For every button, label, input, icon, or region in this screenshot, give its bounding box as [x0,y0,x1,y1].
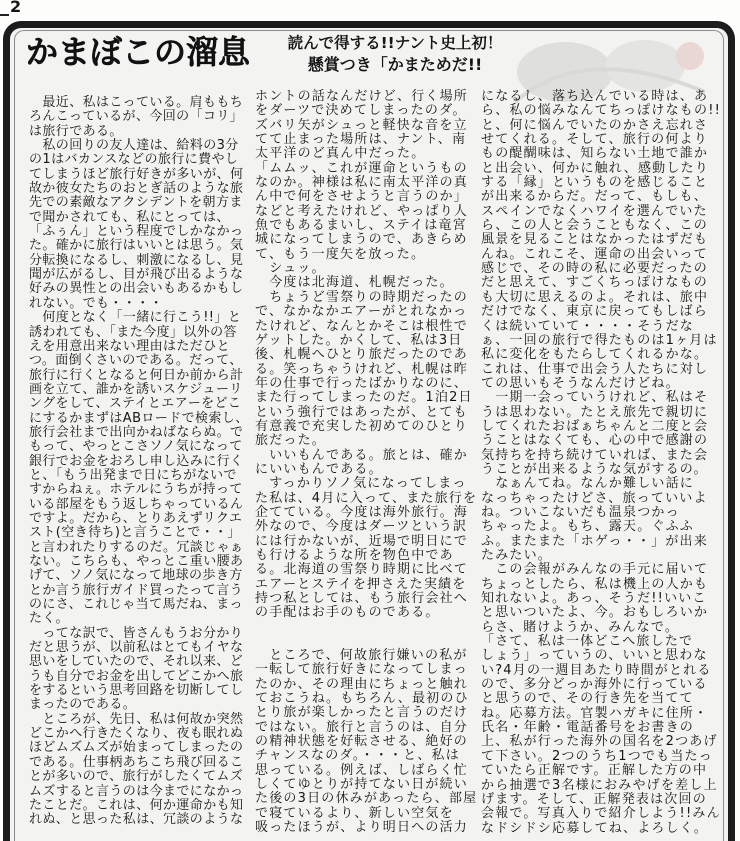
article-paragraph: いいもんである。旅とは、確か にいいもんである。 [255,447,469,477]
article-paragraph: ちょうど雪祭りの時期だったの で、なかなかエアーがとれなかっ たけれど、なんとかそこは根性で ゲットした。かくして、私は3日 後、札幌へひとり旅だったのであ る。笑っちゃうけれど、札幌は昨 年の仕事で行ったばかりなのに、 また行ってしまったのだ。1泊2日 という強行ではあったが、とても 有意義で充実した初めてのひとり 旅だった。 [255,289,473,449]
article-paragraph: すっかりソノ気になってしまっ た私は、4月に入って、また旅行を 企てている。今度は海外旅行。海 外なので、今度はダーツという訳 には行かないが、近場で明日にで も行けるような所を物色中であ る。北海道の雪祭り時期に比べて エアーとステイを押さえた実績を 持つ私としては、もう旅行会社へ の手配はお手のものである。 [255,476,478,621]
article-paragraph: 今度は北海道、札幌だった。 [255,275,454,291]
article-paragraph: 何度となく「一緒に行こう!!」と 誘われても、「また今度」以外の答 えを用意出来ない理由はただひと つ。面倒くさいのである。だって、 旅行に行くとなると何日か前から計 画を立て、誰かを誘いスケジューリ ングをして、ステイとエアーをどこ にするかまずはABロードで検索し、 旅行会社まで出向かねばならぬ。で もって、やっとこさソノ気になって 銀行でお金をおろし申し込みに行く と、「もう出発まで日にちがないで すからねぇ。ホテルにうちが持って いる部屋をもう返しちゃっているん ですよ。だから、とりあえずリクエ スト(空き待ち)と言うことで・・」 と言われたりするのだ。冗談じゃぁ ない。こちらも、やっとこ重い腰あ げて、ソノ気になって地球の歩き方 とか言う旅行ガイド買ったって言う のにさ、これじゃ当て馬だね、まっ たく。 [29,310,249,627]
page-number-rule [0,14,9,16]
article-paragraph: ところで、何故旅行嫌いの私が 一転して旅行好きになってしまっ たのか、その理由にちょっと触れ ておこうね。もちろん、最初のひ とり旅が楽しかったと言うのだけ ではない。旅行と言うのは、自分 の精神状態を好転させる、絶好の チャンスなのダ。・・・と、私は 思っている。例えば、しばらく忙 しくてゆとりが持てない日が続い た後の3日の休みがあったら、部屋 で寝ているより、新しい空気を 吸ったほうが、より明日への活力 [255,648,478,836]
page-number: 2 [10,0,22,16]
article-paragraph: ってな訳で、皆さんもうお分かり だと思うが、以前私はとてもイヤな 思いをしていたので、それ以来、ど うも自分でお金を出してどこかへ旅 をするという思考回路を切断してし まったのである。 [29,625,244,713]
article-column-1 [29,96,249,828]
article-column-2-top [255,90,477,621]
article-paragraph: 「ムムッ、これが運命というもの なのか。神様は私に南太平洋の真 ん中で何をさせようと言うのか」 などと考えたけれど、やっぱり人 魚でもあるまいし、ステイは竜宮 城になってしまうので、あきらめ て、もう一度矢を放った。 [255,160,469,262]
article-paragraph: 私の回りの友人達は、給料の3分 の1はバカンスなどの旅行に費やし てしまうほど旅行好きが多いが、何 故か彼女たちのおとぎ話のような旅 先での素敵なアクシデントを朝方ま で聞かされても、私にとっては、 「ふぅん」という程度でしかなかっ た。確かに旅行はいいとは思う。気 分転換になるし、刺激になるし、見 聞が広がるし、目が飛び出るような 好みの異性との出会いもあるかもし れない。でも・・・・ [29,138,244,311]
article-paragraph: この会報がみんなの手元に届いて ちょっとしたら、私は機上の人かも 知れないよ。あっ、そうだ!!いいこ と思いついたよ、今。おもしろいか らさ、賭けようか、みんなで。 [481,562,709,635]
column-title: かまぼこの溜息 [26,33,251,71]
article-paragraph: 最近、私はこっている。肩ももち ろんこっているが、今回の「コリ」 は旅行である。 [29,95,244,139]
article-paragraph: なぁんてね。なんか難しい話に なっちゃったけどさ、旅っていいよ ね。ついこないだも温泉つかっ ちゃったよ。もち、露天。ぐふふ ふ。またまた「ホゲっ・・」が出来 たみたい。 [481,476,708,563]
article-paragraph: 一期一会っていうけれど、私はそ うは思わない。たとえ旅先で親切に してくれたおばぁちゃんと二度と会 うことはなくても、心の中で感謝の 気持ちを持ち続けていれば、また会 うことが出来るような気がするの。 [481,390,709,477]
header-prize-tagline: 懸賞つき「かまためだ!! [307,55,483,74]
article-column-2-bottom [255,649,477,835]
article-paragraph: シュッ。 [255,261,326,277]
article-paragraph: ホントの話なんだけど、行く場所 をダーツで決めてしまったのダ。 ズバリ矢がシュっと軽快な音を立 てて止まった場所は、ナント、南 太平洋のど真ん中だった。 [255,89,469,162]
article-paragraph: になるし、落ち込んでいる時は、あ ら、私の悩みなんてちっぽけなもの!! と、何に悩んでいたのかさえ忘れさ せてくれる。そして、旅行の何より もの醍醐味は、知らない土地で誰か と出会い、何かに触れ、感動したり する「縁」というものを感じること が出来るからだ。だって、もしも、 スペインでなくハワイを選んでいた ら、この人と会うこともなく、この 風景を見ることはなかったはずだも んね。これこそ、運命の出会いって 感じで、その時の私に必要だったの だと思えて、すごくちっぽけなもの も大切に思えるのよ。それは、旅中 だけでなく、東京に戻ってもしばら くは続いていて・・・・そうだな ぁ、一回の旅行で得たものは1ヶ月は 私に変化をもたらしてくれるかな。 これは、仕事で出会う人たちに対し ての思いもそうなんだけどね。 [481,89,722,391]
header-tagline: 読んで得する!!ナント史上初！ [287,34,503,52]
article-column-3 [481,90,721,836]
article-paragraph: ところが、先日、私は何故か突然 どこかへ行きたくなり、夜も眠れぬ ほどムズムズが始まってしまったの である。仕事柄あちこち飛び回るこ とが多いので、旅行がしたくてムズ ムズすると言うのは今までになかっ たことだ。これは、何か運命かも知 れぬ、と思った私は、冗談のような [29,711,244,828]
article-paragraph: 「さて、私は一体どこへ旅したで しょう」っていうの、いいと思わな い?4月の一週目あたり時間がとれる ので、多分どっか海外に行っている と思うので、その行き先を当てて ね。応募方法。官製ハガキに住所・ 氏名・年齢・電話番号をお書きの 上、私が行った海外の国名を2つあげ て下さい。2つのうち1つでも当たっ ていたら正解です。正解した方の中 から抽選で3名様におみやげを差し上 げます。そして、正解発表は次回の 会報で。写真入りで紹介しよう!!みん なドシドシ応募してね、よろしく。 [481,634,721,836]
